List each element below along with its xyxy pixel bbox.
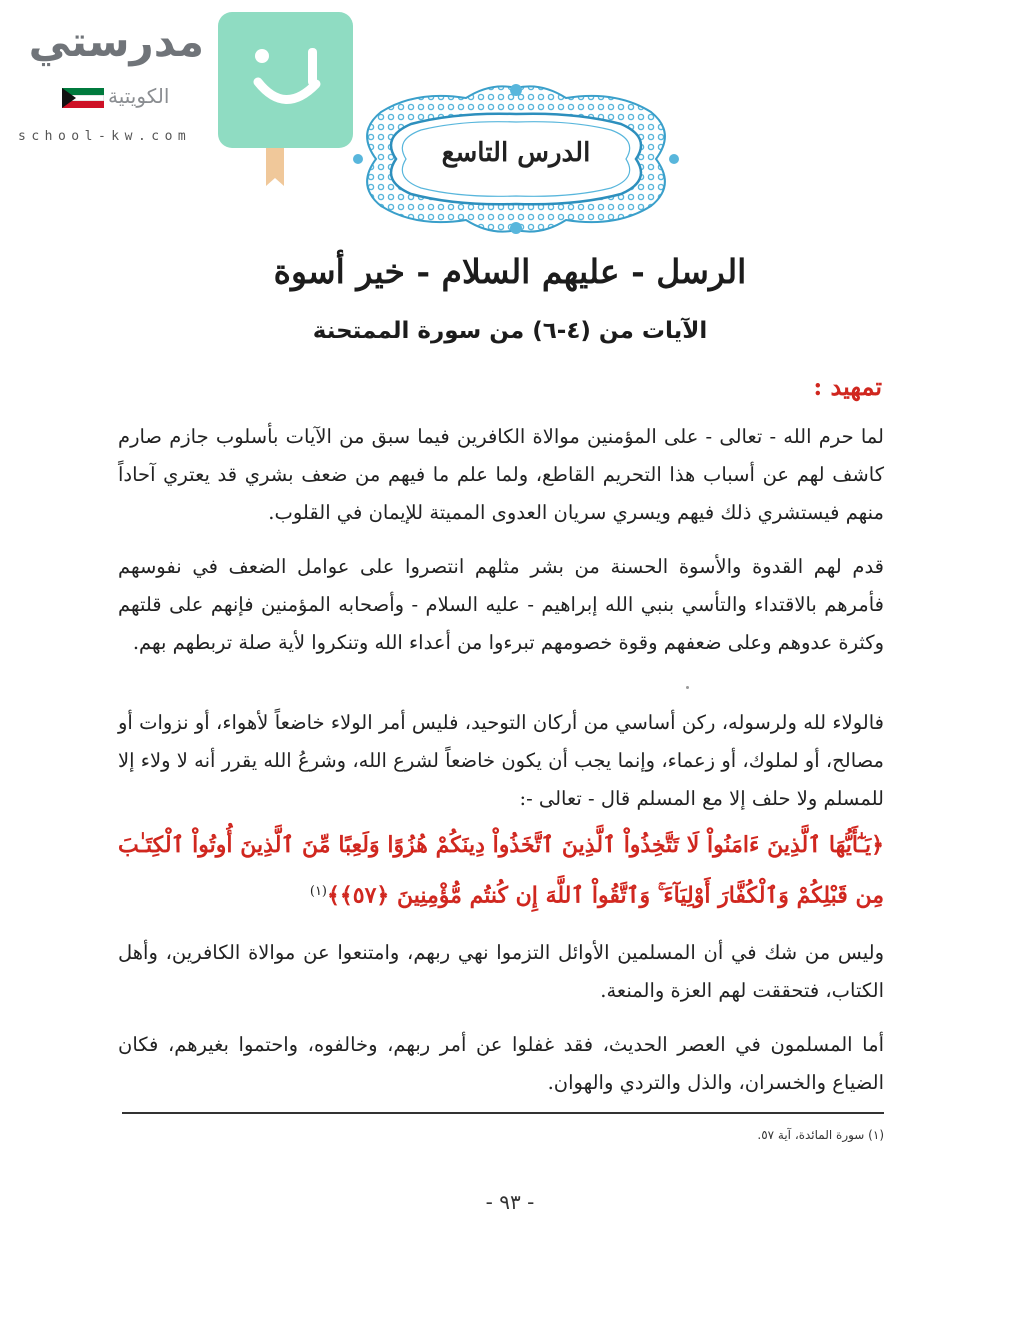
- quran-verse: ﴿يَـٰٓأَيُّهَا ٱلَّذِينَ ءَامَنُواْ لَا تَتَّخِذُواْ ٱلَّذِينَ ٱتَّخَذُواْ دِينَكُمْ هُزُوًا وَلَعِبًا مِّنَ ٱلَّذِينَ أُوتُواْ ٱلْكِتَـٰبَ مِن قَبْلِكُمْ وَٱلْكُفَّارَ أَوْلِيَآءَ ۚ وَٱتَّقُواْ ٱللَّهَ إِن كُنتُم مُّؤْمِنِينَ ﴿٥٧﴾﴾: [118, 832, 884, 909]
- intro-heading: تمهيد :: [813, 372, 882, 401]
- lesson-number-label: الدرس التاسع: [441, 138, 591, 168]
- logo-badge-icon: [218, 12, 353, 148]
- stray-dot: [686, 686, 689, 689]
- paragraph-5: أما المسلمون في العصر الحديث، فقد غفلوا عن أمر ربهم، وخالفوه، واحتموا بغيرهم، فكان الضياع والخسران، والذل والتردي والهوان.: [118, 1033, 884, 1094]
- quran-verse-block: [118, 822, 884, 920]
- paragraph-2: قدم لهم القدوة والأسوة الحسنة من بشر مثلهم انتصروا على عوامل الضعف في نفوسهم فأمرهم بالاقتداء والتأسي بنبي الله إبراهيم - عليه السلام - وأصحابه المؤمنين فإنهم على قلتهم وكثرة عدوهم وعلى ضعفهم وقوة خصومهم تبرءوا من أعداء الله وتنكروا لأية صلة تربطهم بهم.: [118, 555, 884, 654]
- site-url: school-kw.com: [18, 129, 192, 144]
- paragraph-3: فالولاء لله ولرسوله، ركن أساسي من أركان التوحيد، فليس أمر الولاء خاضعاً لأهواء، أو نزوات أو مصالح، أو لملوك، أو زعماء، وإنما يجب أن يكون خاضعاً لشرع الله، وشرعُ الله يقرر أنه لا ولاء إلا للمسلم ولا حلف إلا مع المسلم قال - تعالى -:: [118, 711, 884, 810]
- paragraph-4: وليس من شك في أن المسلمين الأوائل التزموا نهي ربهم، وامتنعوا عن موالاة الكافرين، وأهل الكتاب، فتحققت لهم العزة والمنعة.: [118, 941, 884, 1002]
- page-number: - ٩٣ -: [485, 1190, 535, 1214]
- footnote: (١) سورة المائدة، آية ٥٧.: [757, 1128, 884, 1142]
- bookmark-ribbon-icon: [266, 148, 284, 186]
- lesson-title: الرسل - عليهم السلام - خير أسوة: [273, 252, 747, 291]
- lesson-subtitle: الآيات من (٤-٦) من سورة الممتحنة: [312, 318, 708, 344]
- site-logo-name: مدرستي: [28, 17, 204, 66]
- kuwait-flag-icon: [62, 88, 104, 108]
- site-logo-subtitle: الكويتية: [108, 84, 170, 108]
- verse-footnote-mark: (١): [309, 884, 327, 899]
- footnote-divider: [122, 1112, 884, 1114]
- paragraph-1: لما حرم الله - تعالى - على المؤمنين موالاة الكافرين فيما سبق من الآيات بأسلوب جازم صارم كاشف لهم عن أسباب هذا التحريم القاطع، ولما علم ما فيهم من ضعف بشري قد يعتري آحاداً منهم فيستشري ذلك فيهم ويسري سريان العدوى المميتة للإيمان في القلوب.: [118, 425, 884, 524]
